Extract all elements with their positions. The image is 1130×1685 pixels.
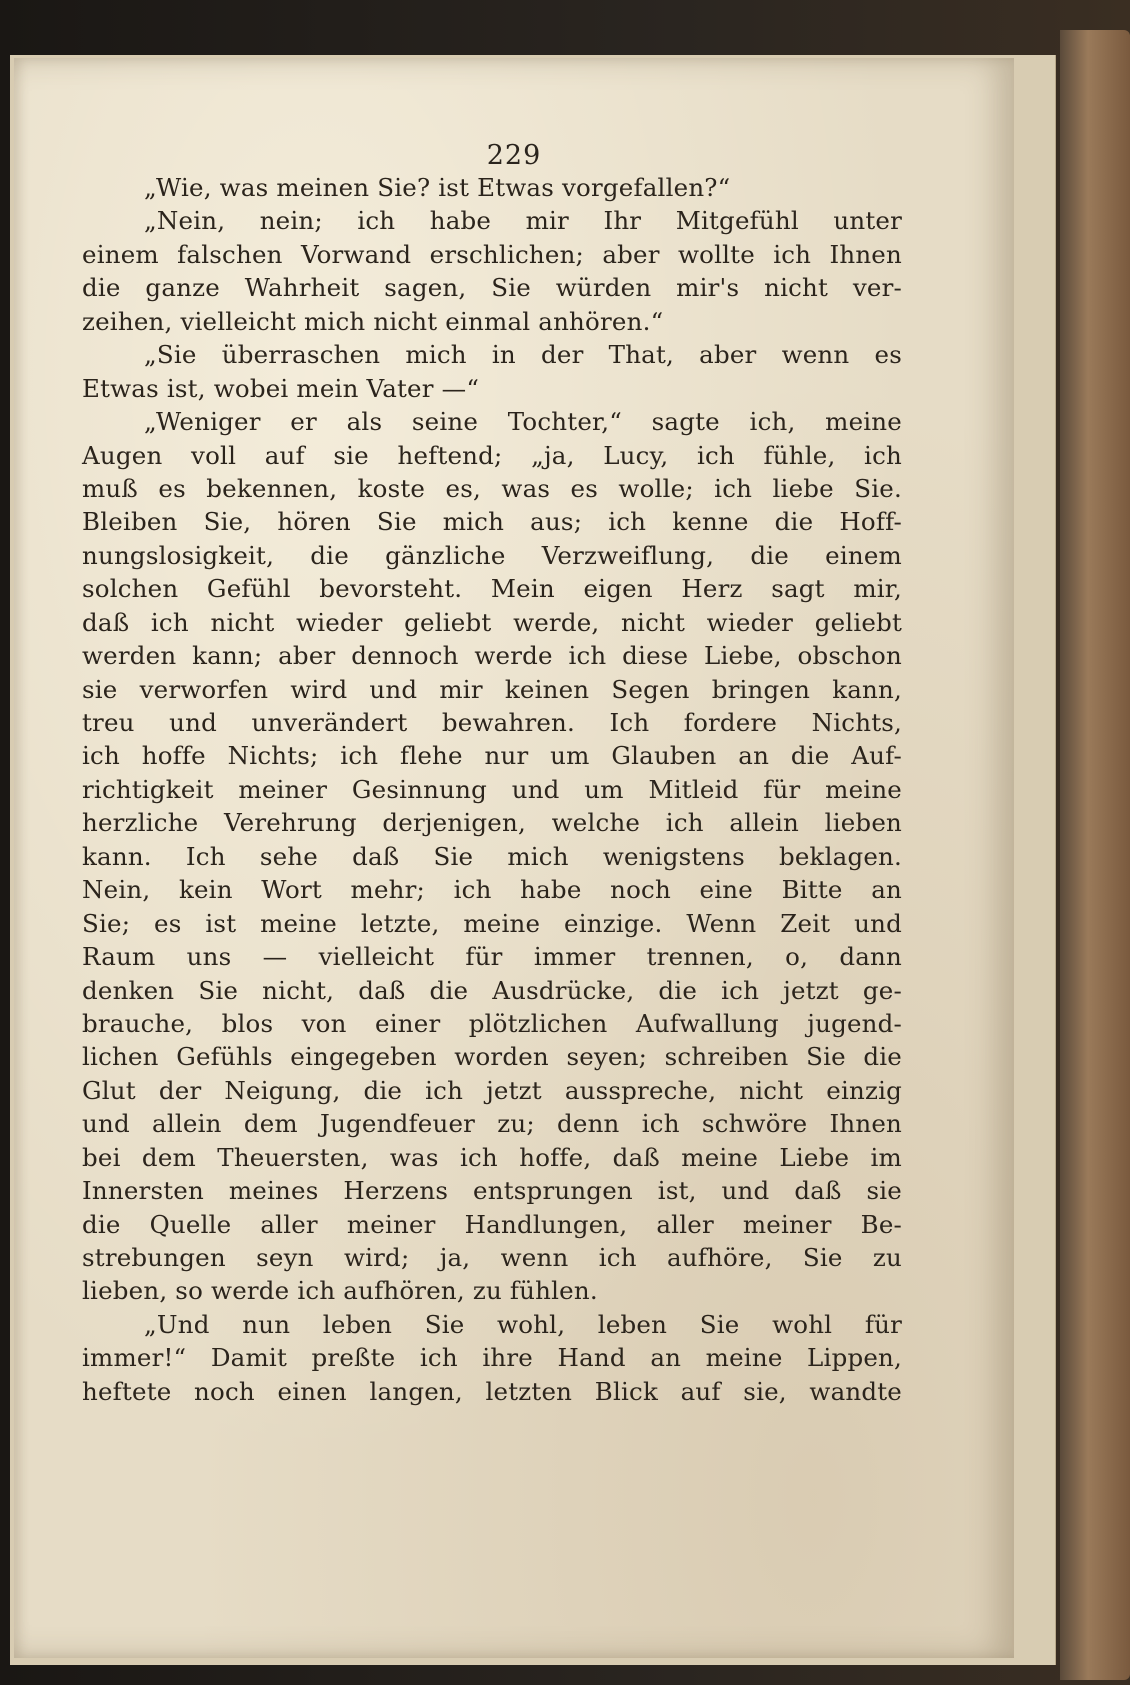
text-line: brauche, blos von einer plötzlichen Aufwallung jugend-	[82, 1008, 902, 1038]
text-line: die Quelle aller meiner Handlungen, aller meiner Be-	[82, 1209, 902, 1239]
book-cover-edge	[1060, 30, 1130, 1680]
text-line: Nein, kein Wort mehr; ich habe noch eine Bitte an	[82, 875, 902, 905]
text-line: Augen voll auf sie heftend; „ja, Lucy, ich fühle, ich	[82, 440, 902, 470]
text-line: muß es bekennen, koste es, was es wolle; ich liebe Sie.	[82, 473, 902, 503]
text-line: daß ich nicht wieder geliebt werde, nicht wieder geliebt	[82, 607, 902, 637]
text-line: nungslosigkeit, die gänzliche Verzweiflung, die einem	[82, 540, 902, 570]
text-line: immer!“ Damit preßte ich ihre Hand an meine Lippen,	[82, 1343, 902, 1373]
text-line: „Sie überraschen mich in der That, aber wenn es	[144, 340, 902, 370]
text-line: die ganze Wahrheit sagen, Sie würden mir's nicht ver-	[82, 273, 902, 303]
text-line: zeihen, vielleicht mich nicht einmal anhören.“	[82, 306, 664, 336]
book-page	[14, 58, 1014, 1658]
text-line: strebungen seyn wird; ja, wenn ich aufhöre, Sie zu	[82, 1243, 902, 1272]
text-line: Etwas ist, wobei mein Vater —“	[82, 373, 480, 403]
text-line: einem falschen Vorwand erschlichen; aber wollte ich Ihnen	[82, 239, 902, 269]
text-line: ich hoffe Nichts; ich flehe nur um Glauben an die Auf-	[82, 741, 902, 771]
text-line: richtigkeit meiner Gesinnung und um Mitleid für meine	[82, 774, 902, 804]
text-line: denken Sie nicht, daß die Ausdrücke, die ich jetzt ge-	[82, 975, 902, 1005]
text-line: „Weniger er als seine Tochter,“ sagte ich, meine	[144, 407, 902, 437]
text-line: Bleiben Sie, hören Sie mich aus; ich kenne die Hoff-	[82, 507, 902, 537]
text-line: sie verworfen wird und mir keinen Segen bringen kann,	[82, 674, 902, 704]
text-line: lichen Gefühls eingegeben worden seyen; schreiben Sie die	[82, 1042, 902, 1072]
text-line: kann. Ich sehe daß Sie mich wenigstens beklagen.	[82, 841, 902, 871]
text-line: Sie; es ist meine letzte, meine einzige. Wenn Zeit und	[82, 908, 902, 938]
text-line: treu und unverändert bewahren. Ich fordere Nichts,	[82, 708, 902, 737]
text-line: und allein dem Jugendfeuer zu; denn ich schwöre Ihnen	[82, 1109, 902, 1139]
text-line: bei dem Theuersten, was ich hoffe, daß meine Liebe im	[82, 1142, 902, 1172]
text-line: werden kann; aber dennoch werde ich diese Liebe, obschon	[82, 641, 902, 671]
text-line: Glut der Neigung, die ich jetzt ausspreche, nicht einzig	[82, 1075, 902, 1105]
text-line: „Nein, nein; ich habe mir Ihr Mitgefühl unter	[144, 206, 902, 236]
text-line: lieben, so werde ich aufhören, zu fühlen.	[82, 1276, 598, 1306]
text-line: herzliche Verehrung derjenigen, welche ich allein lieben	[82, 808, 902, 838]
text-line: „Und nun leben Sie wohl, leben Sie wohl für	[144, 1309, 902, 1339]
text-body	[82, 171, 902, 1408]
page-number: 229	[486, 140, 542, 171]
text-line: Innersten meines Herzens entsprungen ist, und daß sie	[82, 1176, 902, 1206]
text-line: solchen Gefühl bevorsteht. Mein eigen Herz sagt mir,	[82, 574, 902, 604]
text-line: Raum uns — vielleicht für immer trennen, o, dann	[82, 942, 902, 972]
text-line: „Wie, was meinen Sie? ist Etwas vorgefallen?“	[144, 173, 731, 202]
text-line: heftete noch einen langen, letzten Blick auf sie, wandte	[82, 1376, 902, 1406]
